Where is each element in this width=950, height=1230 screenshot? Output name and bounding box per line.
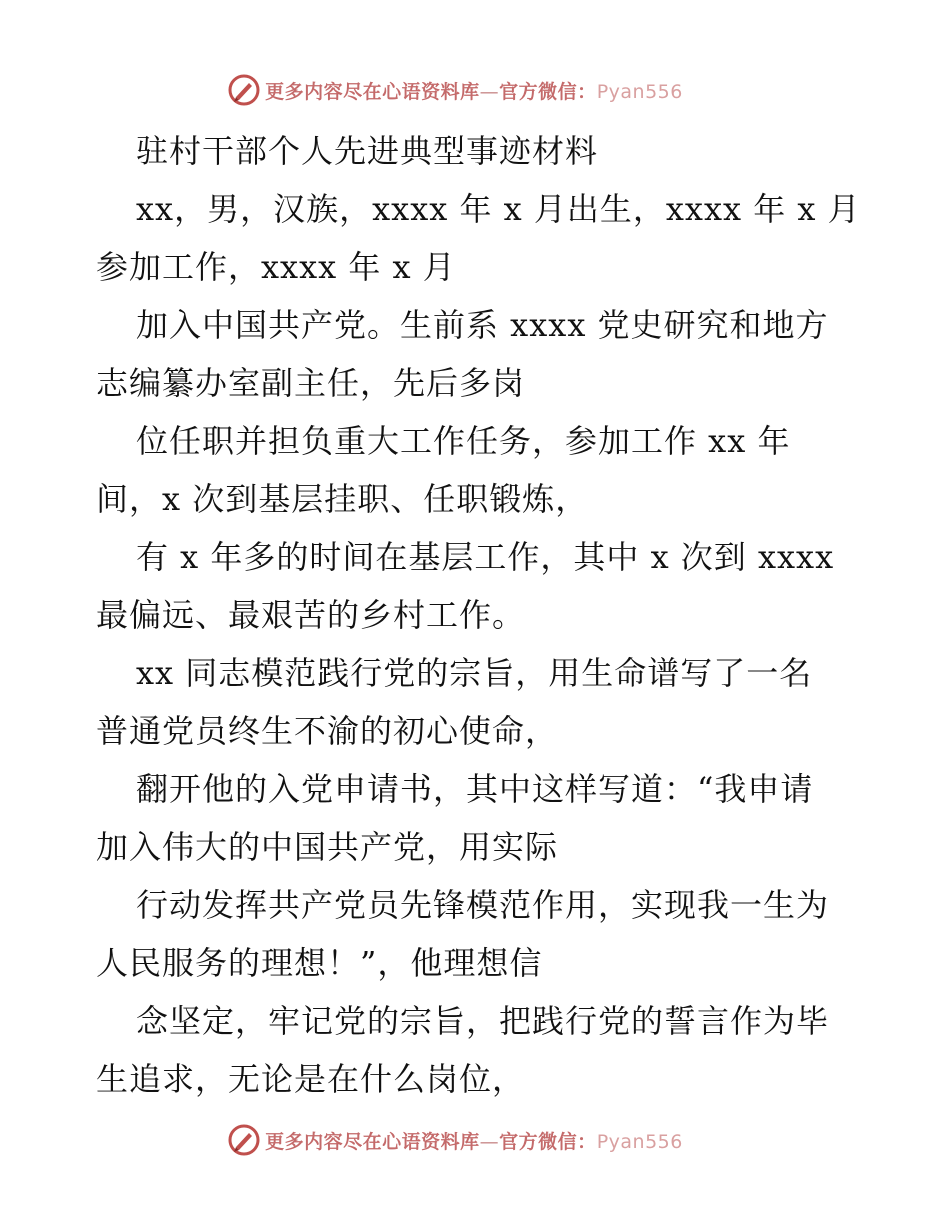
text-line: 生追求，无论是在什么岗位， bbox=[96, 1060, 526, 1098]
watermark-dash: — bbox=[479, 1130, 500, 1153]
text-line: 加入伟大的中国共产党，用实际 bbox=[96, 828, 559, 866]
text-line: 有 x 年多的时间在基层工作，其中 x 次到 xxxx bbox=[136, 538, 835, 576]
text-line: 加入中国共产党。生前系 xxxx 党史研究和地方 bbox=[136, 306, 829, 344]
document-title: 驻村干部个人先进典型事迹材料 bbox=[136, 132, 599, 170]
text-line: xx 同志模范践行党的宗旨，用生命谱写了一名 bbox=[136, 654, 813, 692]
text-line: 翻开他的入党申请书，其中这样写道：“我申请 bbox=[136, 770, 814, 808]
text-line: 参加工作，xxxx 年 x 月 bbox=[96, 248, 456, 286]
text-line: 普通党员终生不渝的初心使命， bbox=[96, 712, 559, 750]
text-line: xx，男，汉族，xxxx 年 x 月出生，xxxx 年 x 月 bbox=[136, 190, 861, 228]
text-line: 最偏远、最艰苦的乡村工作。 bbox=[96, 596, 526, 634]
watermark-text bbox=[265, 77, 683, 104]
pen-logo-icon bbox=[227, 73, 261, 107]
watermark-official: 官方微信： bbox=[499, 80, 597, 103]
text-line: 位任职并担负重大工作任务，参加工作 xx 年 bbox=[136, 422, 791, 460]
header-watermark bbox=[0, 70, 950, 110]
text-line: 念坚定，牢记党的宗旨，把践行党的誓言作为毕 bbox=[136, 1002, 830, 1040]
text-line: 人民服务的理想！”，他理想信 bbox=[96, 944, 543, 982]
watermark-handle: Pyan556 bbox=[596, 1130, 683, 1153]
pen-logo-icon bbox=[227, 1123, 261, 1157]
watermark-brand: 更多内容尽在心语资料库 bbox=[265, 1130, 480, 1153]
document-body bbox=[96, 122, 861, 1108]
watermark-brand: 更多内容尽在心语资料库 bbox=[265, 80, 480, 103]
text-line: 间，x 次到基层挂职、任职锻炼， bbox=[96, 480, 589, 518]
text-line: 行动发挥共产党员先锋模范作用，实现我一生为 bbox=[136, 886, 830, 924]
watermark-official: 官方微信： bbox=[499, 1130, 597, 1153]
text-line: 志编纂办室副主任，先后多岗 bbox=[96, 364, 526, 402]
footer-watermark bbox=[0, 1120, 950, 1160]
watermark-dash: — bbox=[479, 80, 500, 103]
watermark-handle: Pyan556 bbox=[596, 80, 683, 103]
watermark-text bbox=[265, 1127, 683, 1154]
